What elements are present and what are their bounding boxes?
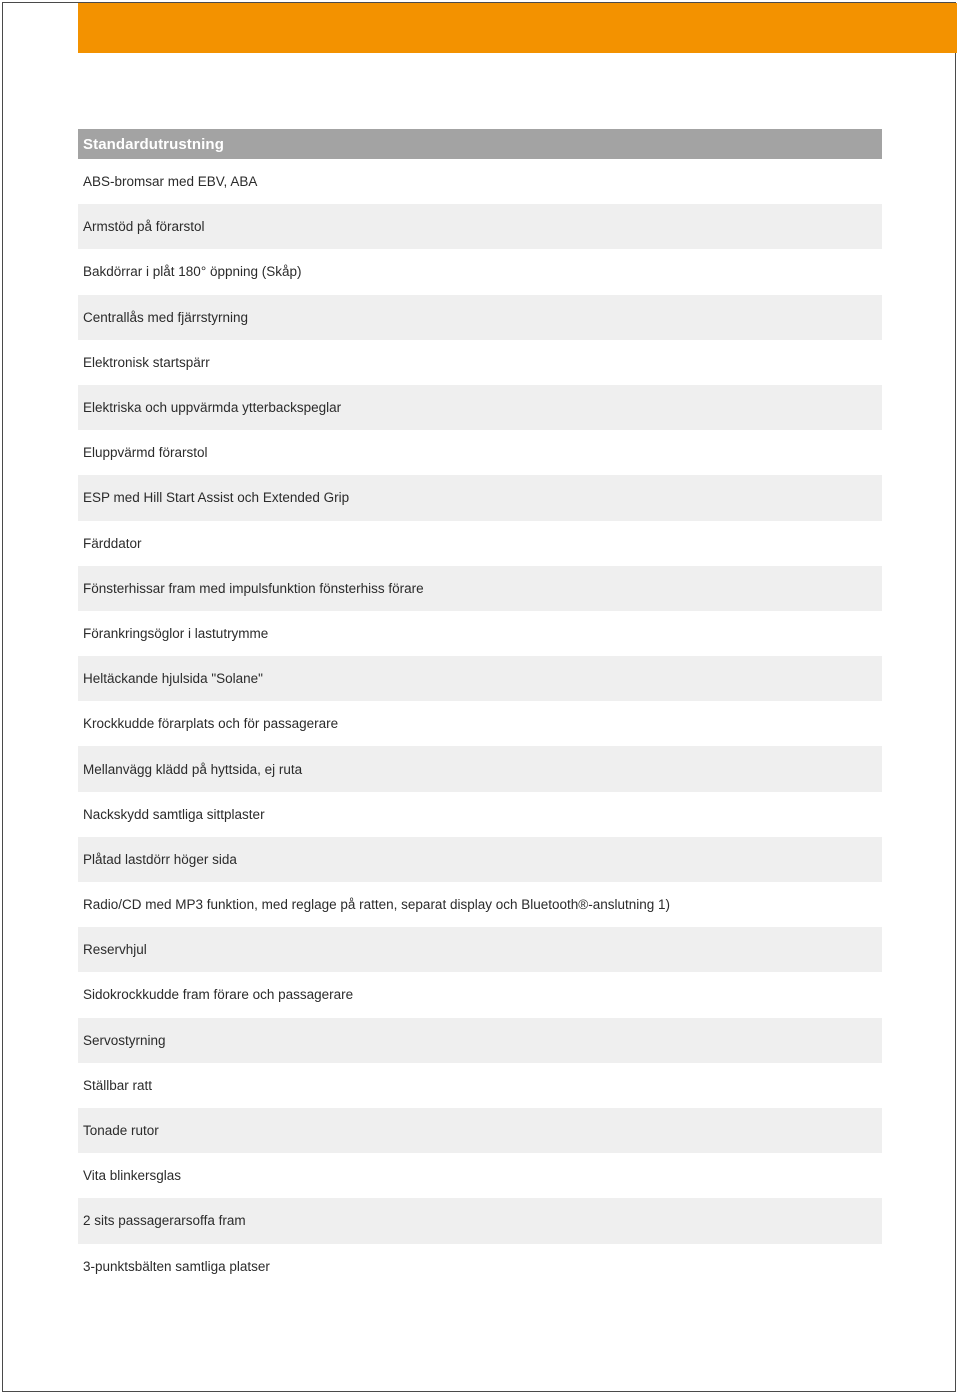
equipment-item: Centrallås med fjärrstyrning [78, 295, 882, 340]
equipment-item: Reservhjul [78, 927, 882, 972]
equipment-item: Ställbar ratt [83, 1077, 153, 1093]
equipment-item: Servostyrning [78, 1018, 882, 1063]
equipment-item: Plåtad lastdörr höger sida [78, 837, 882, 882]
equipment-item: Fönsterhissar fram med impulsfunktion fönsterhiss förare [78, 566, 882, 611]
equipment-item: Nackskydd samtliga sittplaster [83, 806, 265, 822]
orange-top-band [78, 3, 957, 53]
equipment-item: Vita blinkersglas [83, 1168, 182, 1184]
equipment-item: Elektriska och uppvärmda ytterbackspeglar [78, 385, 882, 430]
equipment-item: 2 sits passagerarsoffa fram [78, 1198, 882, 1243]
equipment-item: Färddator [83, 535, 142, 551]
equipment-list [78, 159, 882, 1289]
equipment-item: Heltäckande hjulsida "Solane" [78, 656, 882, 701]
standard-equipment-table [78, 129, 882, 1289]
equipment-item: Förankringsöglor i lastutrymme [83, 625, 269, 641]
table-header [78, 129, 882, 159]
equipment-item: Armstöd på förarstol [78, 204, 882, 249]
equipment-item: Sidokrockkudde fram förare och passagerare [83, 987, 354, 1003]
equipment-item: 3-punktsbälten samtliga platser [83, 1258, 270, 1274]
equipment-item: ABS-bromsar med EBV, ABA [83, 174, 258, 190]
equipment-item: Tonade rutor [78, 1108, 882, 1153]
equipment-item: Bakdörrar i plåt 180° öppning (Skåp) [83, 264, 302, 280]
table-title: Standardutrustning [83, 135, 224, 153]
equipment-item: Elektronisk startspärr [83, 354, 210, 370]
equipment-item: ESP med Hill Start Assist och Extended Grip [78, 475, 882, 520]
equipment-item: Eluppvärmd förarstol [83, 445, 208, 461]
equipment-item: Mellanvägg klädd på hyttsida, ej ruta [78, 746, 882, 791]
equipment-item: Krockkudde förarplats och för passagerare [83, 716, 339, 732]
equipment-item: Radio/CD med MP3 funktion, med reglage på ratten, separat display och Bluetooth®-anslutning 1) [83, 897, 671, 913]
